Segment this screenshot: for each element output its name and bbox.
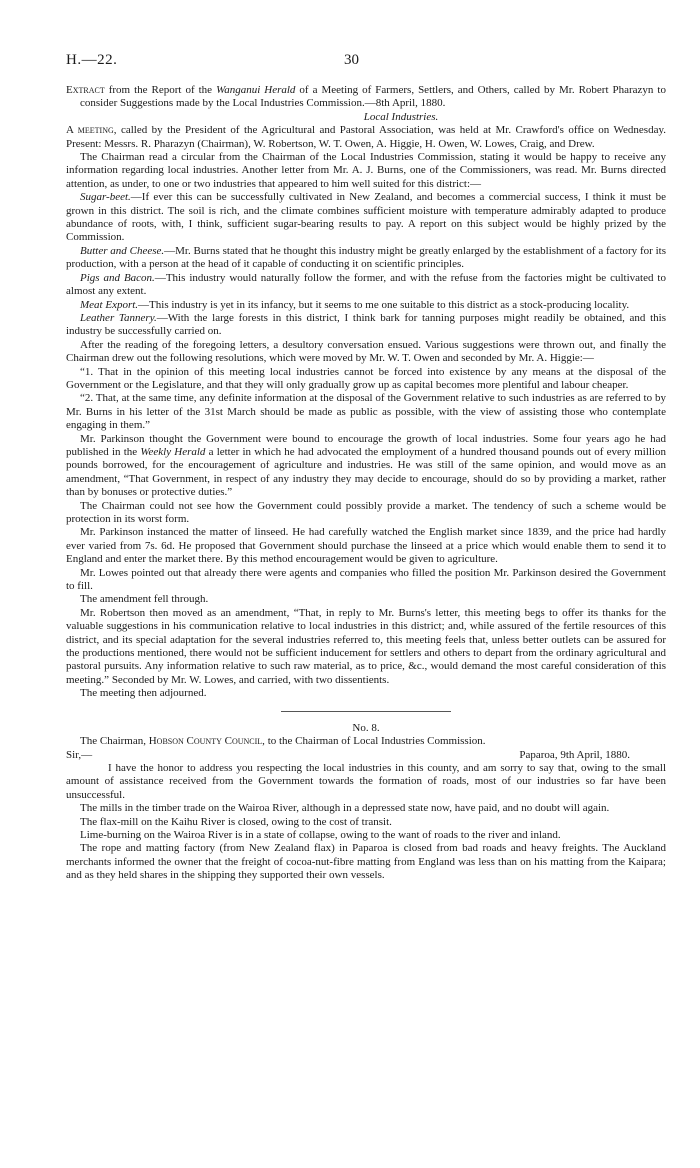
address-text: to the Chairman of Local Industries Commission.: [264, 735, 486, 748]
industry-label: Leather Tannery.: [80, 311, 157, 324]
letter-paragraph: I have the honor to address you respecting the local industries in this county, and am sorry to say that, owing to the small amount of assistance received from the Government towards the formation of roads, most of our industries so far have been unsuccessful.: [66, 761, 666, 801]
industry-text: —This industry would naturally follow the former, and with the refuse from the factories might be cultivated to almost any extent.: [66, 271, 666, 298]
paragraph: Mr. Robertson then moved as an amendment, “That, in reply to Mr. Burns's letter, this meeting begs to offer its thanks for the valuable suggestions in his communication relative to local industries in this district; and, while assured of the fertile resources of this district, and its special adaptation for the several industries referred to, this meeting feels that, unless better outlets can be assured for the productions mentioned, there would not be sufficient inducement for settlers and others to depart from the ordinary agricultural and pastoral pursuits. Any information relative to such raw material, as to price, &c., would demand the most careful consideration of this meeting.” Seconded by Mr. W. Lowes, and carried, with two dissentients.: [66, 606, 666, 686]
page-reference: H.—22.: [66, 52, 118, 68]
page-header: [66, 54, 666, 74]
salutation: Sir,—: [66, 748, 93, 761]
paragraph: The meeting then adjourned.: [80, 687, 207, 700]
industry-label: Meat Export.: [80, 298, 139, 311]
paragraph-sugar-beet: [66, 191, 666, 245]
resolution-1: “1. That in the opinion of this meeting local industries cannot be forced into existence by any means at the disposal of the Government or the Legislature, and that they will only gradually grow up as capital becomes more plentiful and labour cheaper.: [66, 365, 666, 391]
letter-address: [66, 735, 666, 748]
paragraph-butter-cheese: [66, 245, 666, 272]
paragraph: Mr. Parkinson instanced the matter of linseed. He had carefully watched the English market since 1839, and the price had hardly ever varied from 7s. 6d. He proposed that Government should purchase the linseed at a price which would enable them to send it to England and enter the market there. By this method encouragement would be given to agriculture.: [66, 526, 666, 566]
extract-title: [66, 84, 666, 111]
letter-number: No. 8.: [352, 721, 380, 734]
letter-paragraph: The flax-mill on the Kaihu River is closed, owing to the cost of transit.: [80, 815, 392, 828]
paragraph: After the reading of the foregoing letters, a desultory conversation ensued. Various suggestions were thrown out, and finally the Chairman drew out the following resolutions, which were moved by Mr. W. T. Owen and seconded by Mr. A. Higgie:—: [66, 338, 666, 365]
address-text: The Chairman,: [80, 735, 149, 748]
industry-label: Sugar-beet.: [80, 191, 131, 204]
paragraph-pigs-bacon: [66, 272, 666, 299]
letter-paragraph: Lime-burning on the Wairoa River is in a state of collapse, owing to the want of roads to the river and inland.: [80, 828, 561, 841]
paragraph-text: called by the President of the Agricultural and Pastoral Association, was held at Mr. Crawford's office on Wednesday. Present: Messrs. R. Pharazyn (Chairman), W. Robertson, W. T. Owen, A. Higgie, H. Owen, W. Lowes, Craig, and Drew.: [66, 124, 666, 150]
paragraph-text: Mr. Parkinson thought the Government were bound to encourage the growth of local industries. Some four years ago he had published in the: [66, 432, 666, 458]
paragraph-parkinson: [66, 433, 666, 500]
page-content: [66, 84, 666, 883]
letter-paragraph: The rope and matting factory (from New Zealand flax) in Paparoa is closed from bad roads and heavy freights. The Auckland merchants informed the owner that the freight of cocoa-nut-fibre matting from England was less than on his matting from the Kaipara; and as they held shares in the shipping they supported their own vessels.: [66, 842, 666, 882]
paragraph-text: a letter in which he had advocated the employment of a hundred thousand pounds out of every million pounds borrowed, for the encouragement of agriculture and industries. He was still of the same opinion, and would move as an amendment, “That Government, in respect of any industry they may decide to encourage, should do so by providing a market, rather than by bonuses or protective duties.”: [66, 445, 667, 499]
page-number: 30: [344, 52, 359, 68]
paragraph: The amendment fell through.: [80, 593, 209, 606]
paragraph-meat-export: [66, 299, 666, 312]
letter-paragraph: The mills in the timber trade on the Wairoa River, although in a depressed state now, have paid, and no doubt will again.: [80, 802, 610, 815]
paragraph-lead: A meeting,: [66, 124, 117, 137]
extract-paper: Wanganui Herald: [216, 84, 296, 96]
address-council: Hobson County Council,: [148, 735, 265, 748]
industry-text: —This industry is yet in its infancy, but it seems to me one suitable to this district as a stock-producing locality.: [138, 298, 630, 311]
industry-text: —Mr. Burns stated that he thought this industry might be greatly enlarged by the establishment of a factory for its production, with a person at the head of it capable of conducting it on scientific principles.: [66, 244, 666, 271]
paragraph: [66, 124, 666, 151]
paragraph: Mr. Lowes pointed out that already there were agents and companies who filled the position Mr. Parkinson desired the Government to fill.: [66, 566, 666, 593]
extract-lead: Extract: [66, 84, 105, 96]
paragraph: The Chairman could not see how the Government could possibly provide a market. The tendency of such a scheme would be protection in its worst form.: [66, 499, 666, 525]
industry-label: Butter and Cheese.: [80, 244, 165, 257]
section-subheading: Local Industries.: [363, 110, 439, 123]
section-divider: [281, 711, 451, 712]
industry-text: —If ever this can be successfully cultivated in New Zealand, and becomes a commercial success, I think it must be grown in this district. The soil is rich, and the climate combines sufficient moisture with temperature admirably adapted to produce abundance of roots, with, I think, sufficient sugar-bearing results to pay. A report on this subject would be highly prized by the Commission.: [66, 191, 666, 244]
resolution-2: “2. That, at the same time, any definite information at the disposal of the Government relative to such industries as are referred to by Mr. Burns in his letter of the 31st March should be made as public as possible, with the view of assisting those who contemplate engaging in them.”: [66, 392, 666, 432]
extract-title-text: from the Report of the: [104, 84, 217, 96]
letter-salutation-row: [66, 749, 666, 762]
industry-text: —With the large forests in this district, I think bark for tanning purposes might readily be obtained, and this industry be successfully carried on.: [66, 311, 667, 338]
industry-label: Pigs and Bacon.: [80, 271, 155, 284]
place-date: Paparoa, 9th April, 1880.: [519, 748, 630, 761]
newspaper-name: Weekly Herald: [140, 445, 206, 458]
extract-title-rest: of a Meeting of Farmers, Settlers, and Others, called by Mr. Robert Pharazyn to consider Suggestions made by the Local Industries Commission.—8th April, 1880.: [80, 84, 666, 110]
paragraph-leather-tannery: [66, 312, 666, 339]
paragraph: The Chairman read a circular from the Chairman of the Local Industries Commission, stating it would be happy to receive any information regarding local industries. Another letter from Mr. A. J. Burns, one of the Commissioners, was read. Mr. Burns directed attention, as under, to one or two industries that appeared to him well suited for this district:—: [66, 151, 666, 190]
